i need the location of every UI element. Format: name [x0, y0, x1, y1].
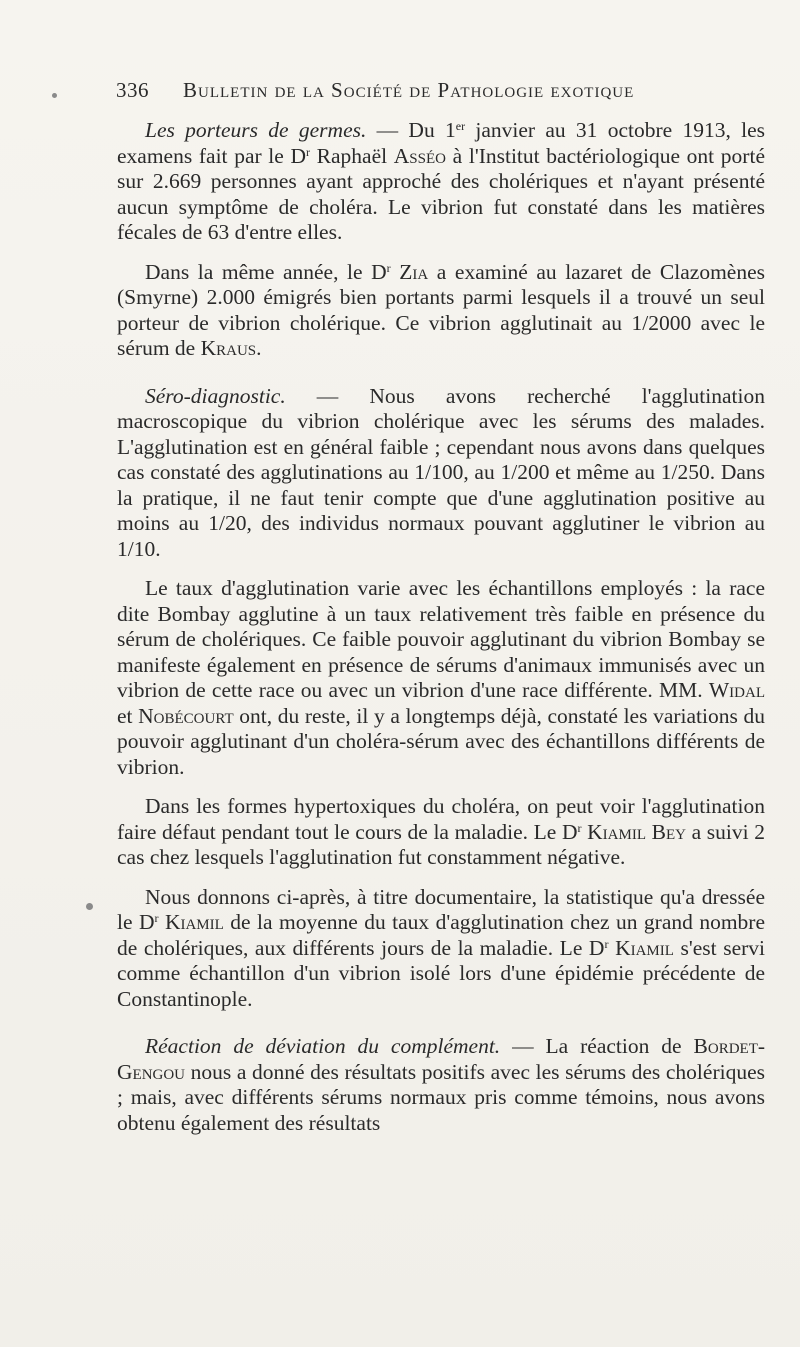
- author-name: Kiamil: [615, 935, 674, 960]
- paragraph-sero-diagnostic: Séro-diagnostic. — Nous avons recherché l'agglutination macroscopique du vibrion cholérique avec les sérums des malades. L'agglutination est en général faible ; cependant nous avons dans quelques cas constaté des agglutinations au 1/100, au 1/200 et même au 1/250. Dans la pratique, il ne faut tenir compte que d'une agglutination positive au moins au 1/20, des individus normaux pouvant agglutiner le vibrion au 1/10.: [117, 383, 765, 561]
- section-heading: Réaction de déviation du complément.: [145, 1034, 501, 1058]
- author-name: Widal: [708, 678, 765, 702]
- author-name: Nobécourt: [138, 703, 234, 728]
- author-name: Zia: [399, 259, 429, 284]
- paragraph-taux: Le taux d'agglutination varie avec les échantillons employés : la race dite Bombay agglutine à un taux relativement très faible en présence du sérum de cholériques. Ce faible pouvoir agglutinant du vibrion Bombay se manifeste également en présence de sérums d'animaux immunisés avec un vibrion de cette race ou avec un vibrion d'une race différente. MM. Widal et Nobécourt ont, du reste, il y a longtemps déjà, constaté les variations du pouvoir agglutinant d'un choléra-sérum avec des échantillons différents de vibrion.: [117, 576, 765, 779]
- running-title: Bulletin de la Société de Pathologie exotique: [183, 78, 635, 102]
- author-name: Kraus: [200, 336, 257, 360]
- paragraph-hypertoxiques: Dans les formes hypertoxiques du choléra, on peut voir l'agglutination faire défaut pendant tout le cours de la maladie. Le $D^r$ Kiamil Bey a suivi 2 cas chez lesquels l'agglutination fut constamment négative.: [117, 794, 766, 869]
- author-name: Bordet-Gengou: [117, 1034, 766, 1084]
- paragraph-zia: Dans la même année, le $D^r$ Zia a examiné au lazaret de Clazomènes (Smyrne) 2.000 émigrés bien portants parmi lesquels il a trouvé un seul porteur de vibrion cholérique. Ce vibrion agglutinait au 1/2000 avec le sérum de Kraus.: [117, 259, 765, 360]
- section-heading: Les porteurs de germes.: [145, 118, 367, 142]
- article-body: [117, 118, 765, 1136]
- page-number: 336: [116, 78, 149, 102]
- author-name: Kiamil Bey: [587, 819, 686, 844]
- paragraph-porteurs: Les porteurs de germes. — Du 1er janvier au 31 octobre 1913, les examens fait par le $D^r$ Raphaël Asséo à l'Institut bactériologique ont porté sur 2.669 personnes ayant approché des cholériques et n'ayant présenté aucun symptôme de choléra. Le vibrion fut constaté dans les matières fécales de 63 d'entre elles.: [117, 118, 766, 244]
- running-header: [116, 78, 730, 103]
- paragraph-deviation: Réaction de déviation du complément. — La réaction de Bordet-Gengou nous a donné des résultats positifs avec les sérums des cholériques ; mais, avec différents sérums normaux pris comme témoins, nous avons obtenu également des résultats: [117, 1034, 766, 1135]
- section-heading: Séro-diagnostic.: [145, 383, 286, 408]
- margin-dot: [52, 93, 57, 98]
- paragraph-statistique: Nous donnons ci-après, à titre documentaire, la statistique qu'a dressée le $D^r$ Kiamil de la moyenne du taux d'agglutination chez un grand nombre de cholériques, aux différents jours de la maladie. Le $D^r$ Kiamil s'est servi comme échantillon d'un vibrion isolé lors d'une épidémie précédente de Constantinople.: [117, 884, 766, 1011]
- author-name: Asséo: [393, 143, 446, 168]
- author-name: Kiamil: [164, 910, 224, 934]
- margin-dot: [86, 903, 93, 910]
